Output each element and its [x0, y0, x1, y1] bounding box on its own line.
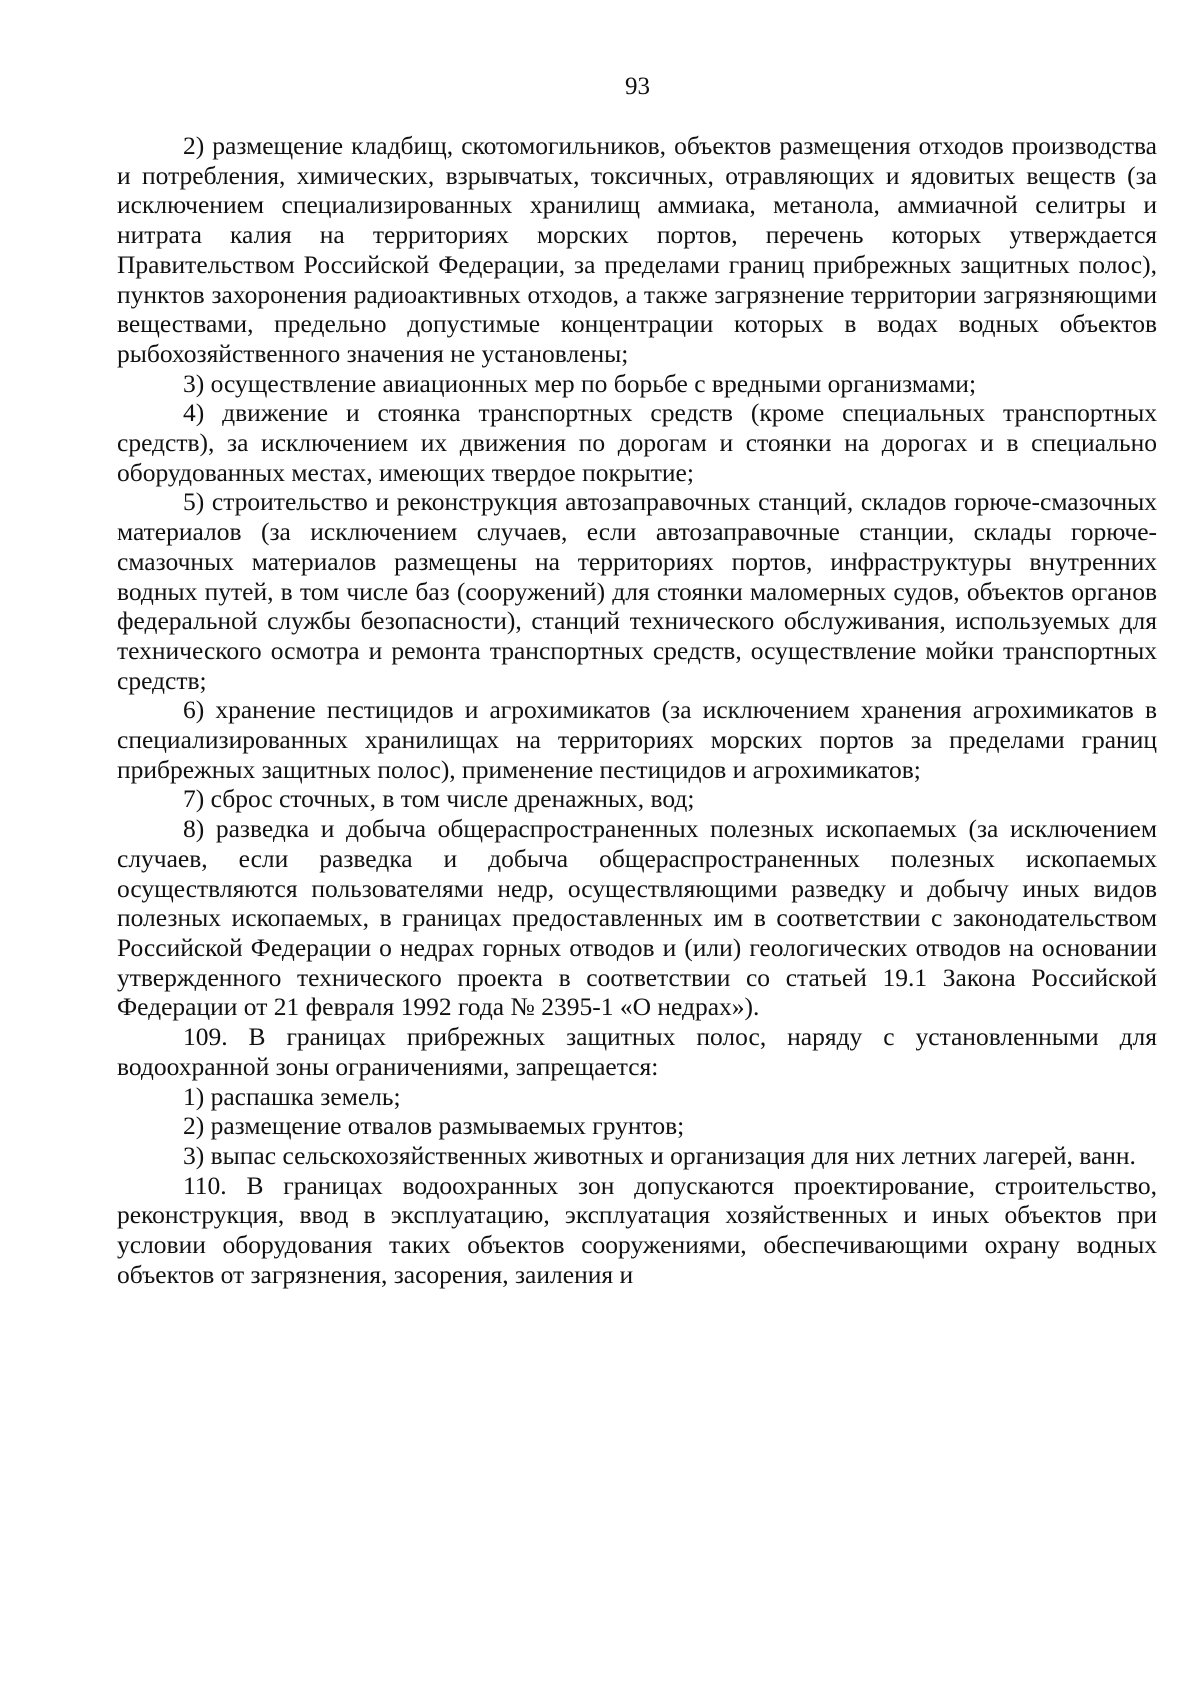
page-number: 93	[625, 73, 650, 100]
paragraph-clause-109-item-3: 3) выпас сельскохозяйственных животных и организация для них летних лагерей, ванн.	[183, 1140, 1136, 1170]
paragraph-clause-109-item-1: 1) распашка земель;	[183, 1081, 401, 1111]
paragraph-item-7: 7) сброс сточных, в том числе дренажных, вод;	[183, 784, 695, 814]
paragraph-item-6: 6) хранение пестицидов и агрохимикатов (за исключением хранения агрохимикатов в специализированных хранилищах на территориях морских портов за пределами границ прибрежных защитных полос), применение пестицидов и агрохимикатов;	[117, 695, 1157, 784]
paragraph-item-4: 4) движение и стоянка транспортных средств (кроме специальных транспортных средств), за исключением их движения по дорогам и стоянки на дорогах и в специально оборудованных местах, имеющих твердое покрытие;	[117, 398, 1157, 487]
paragraph-clause-109: 109. В границах прибрежных защитных полос, наряду с установленными для водоохранной зоны ограничениями, запрещается:	[117, 1022, 1157, 1081]
paragraph-item-2: 2) размещение кладбищ, скотомогильников, объектов размещения отходов производства и потребления, химических, взрывчатых, токсичных, отравляющих и ядовитых веществ (за исключением специализированных хранилищ аммиака, метанола, аммиачной селитры и нитрата калия на территориях морских портов, перечень которых утверждается Правительством Российской Федерации, за пределами границ прибрежных защитных полос), пунктов захоронения радиоактивных отходов, а также загрязнение территории загрязняющими веществами, предельно допустимые концентрации которых в водах водных объектов рыбохозяйственного значения не установлены;	[117, 131, 1157, 368]
paragraph-clause-110: 110. В границах водоохранных зон допускаются проектирование, строительство, реконструкция, ввод в эксплуатацию, эксплуатация хозяйственных и иных объектов при условии оборудования таких объектов сооружениями, обеспечивающими охрану водных объектов от загрязнения, засорения, заиления и	[117, 1170, 1157, 1289]
paragraph-clause-109-item-2: 2) размещение отвалов размываемых грунтов;	[183, 1111, 685, 1141]
document-body	[117, 131, 1157, 1289]
paragraph-item-5: 5) строительство и реконструкция автозаправочных станций, складов горюче-смазочных материалов (за исключением случаев, если автозаправочные станции, склады горюче-смазочных материалов размещены на территориях портов, инфраструктуры внутренних водных путей, в том числе баз (сооружений) для стоянки маломерных судов, объектов органов федеральной службы безопасности), станций технического обслуживания, используемых для технического осмотра и ремонта транспортных средств, осуществление мойки транспортных средств;	[117, 487, 1157, 695]
paragraph-item-8: 8) разведка и добыча общераспространенных полезных ископаемых (за исключением случаев, если разведка и добыча общераспространенных полезных ископаемых осуществляются пользователями недр, осуществляющими разведку и добычу иных видов полезных ископаемых, в границах предоставленных им в соответствии с законодательством Российской Федерации о недрах горных отводов и (или) геологических отводов на основании утвержденного технического проекта в соответствии со статьей 19.1 Закона Российской Федерации от 21 февраля 1992 года № 2395-1 «О недрах»).	[117, 814, 1157, 1022]
paragraph-item-3: 3) осуществление авиационных мер по борьбе с вредными организмами;	[183, 368, 977, 398]
